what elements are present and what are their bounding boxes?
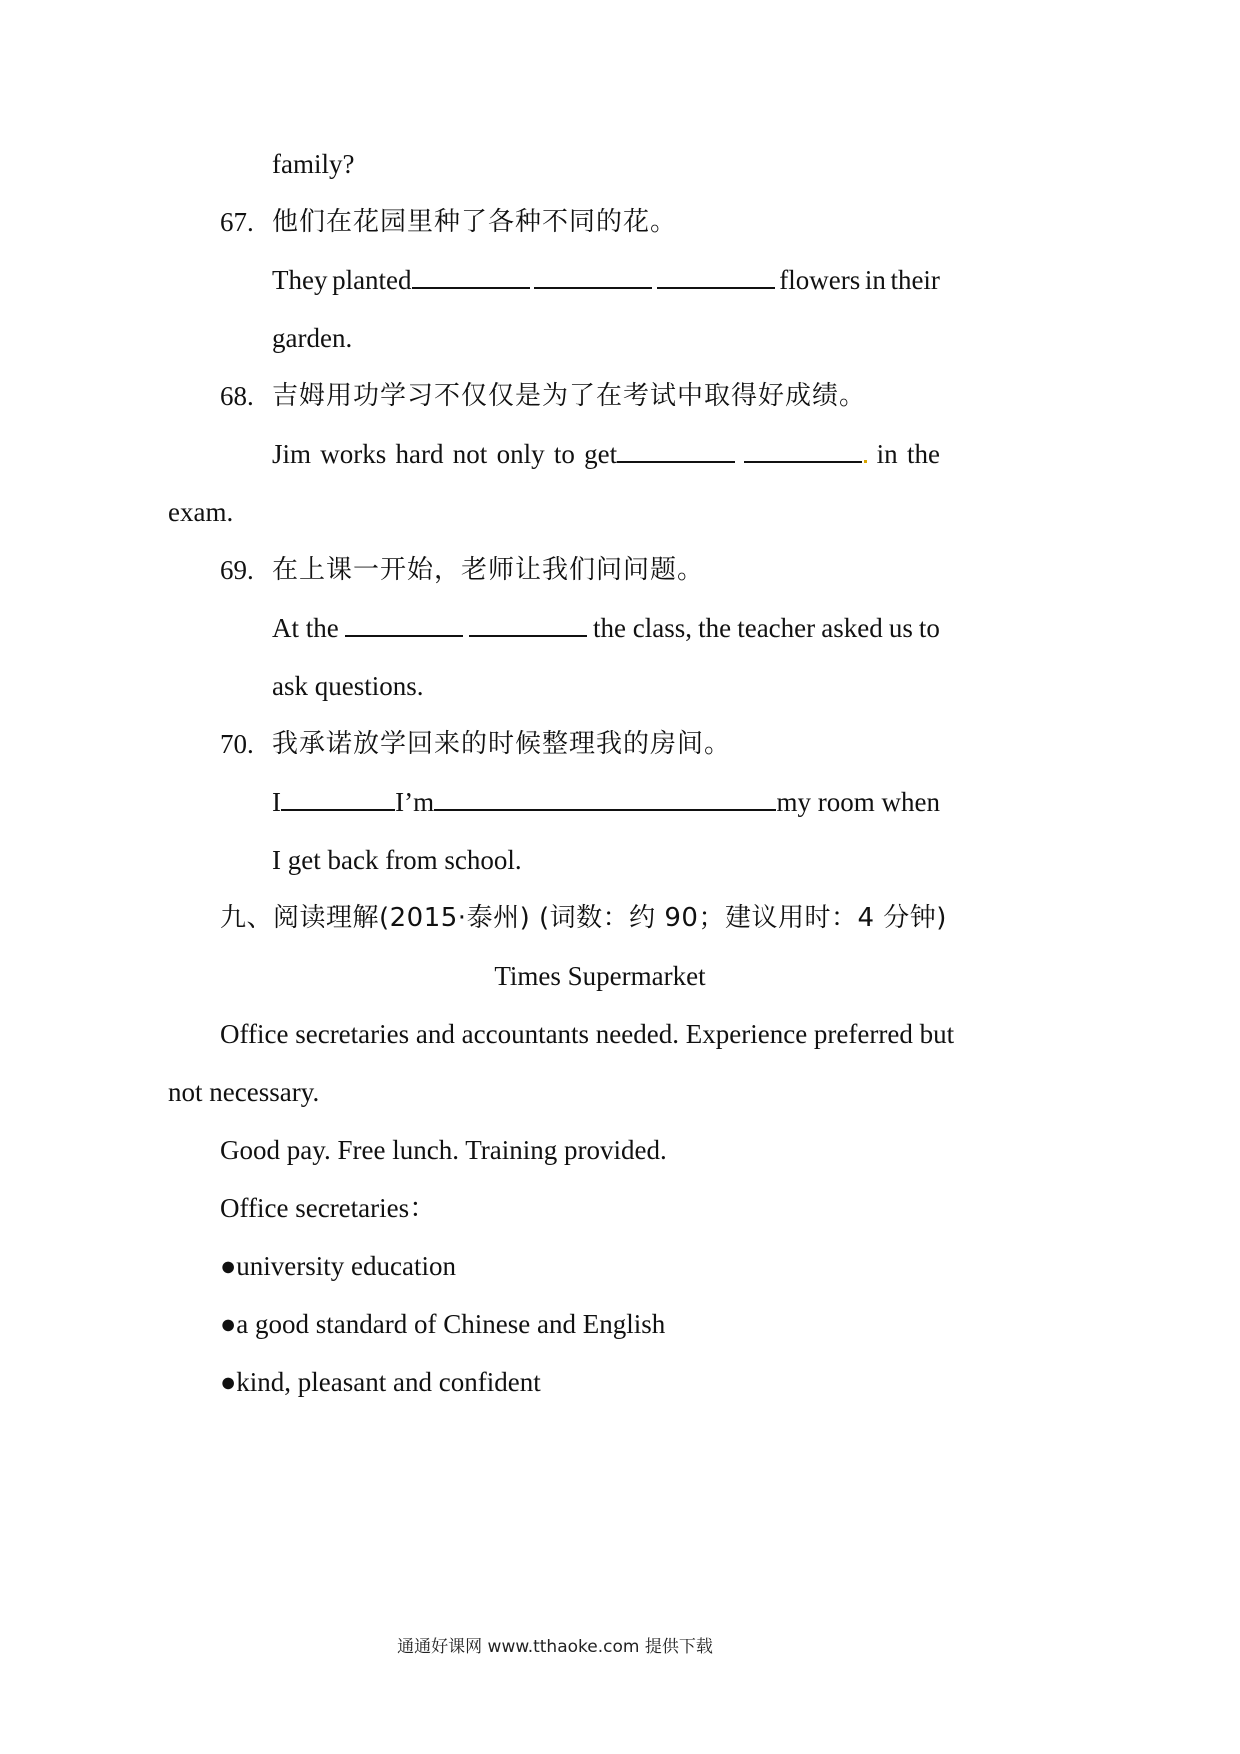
- q69-word: us: [888, 613, 913, 643]
- q69-chinese: 在上课一开始，老师让我们问问题。: [272, 555, 705, 585]
- passage-line-4: Office secretaries：: [220, 1193, 437, 1223]
- q68-get-group: [584, 436, 735, 472]
- q66-continuation: family?: [272, 149, 355, 179]
- q69-word: teacher: [737, 613, 816, 643]
- bullet-item: ●kind, pleasant and confident: [220, 1367, 541, 1397]
- q70-chinese: 我承诺放学回来的时候整理我的房间。: [272, 729, 732, 759]
- q67-planted-group: [332, 262, 529, 298]
- q68-blank2-group: [744, 436, 867, 472]
- q67-english-line: [272, 262, 940, 298]
- q70-blank-2[interactable]: [434, 787, 548, 811]
- q70-word-im: I’m: [395, 787, 435, 817]
- q69-the-class: the class,: [593, 613, 693, 643]
- q68-word-the: the: [906, 439, 940, 469]
- q67-word-they: They: [272, 265, 328, 295]
- q69-english-line: [272, 610, 940, 646]
- q68-english-end: exam.: [168, 497, 234, 527]
- page-footer: 通通好课网 www.tthaoke.com 提供下载: [397, 1637, 713, 1657]
- q69-word: asked: [821, 613, 883, 643]
- q68-word-get: get: [584, 439, 618, 469]
- q68-english-line: [272, 436, 940, 472]
- q70-english-line: [272, 784, 940, 820]
- q70-word-i: I: [272, 787, 281, 817]
- q68-number: 68.: [220, 381, 254, 411]
- q69-english-end: ask questions.: [272, 671, 424, 701]
- q67-word-their: their: [890, 265, 940, 295]
- q69-blank-2[interactable]: [469, 613, 587, 637]
- bullet-item: ●a good standard of Chinese and English: [220, 1309, 666, 1339]
- section-heading: 九、阅读理解(2015·泰州) (词数：约 90；建议用时：4 分钟): [220, 903, 947, 933]
- q70-blank-4[interactable]: [662, 787, 776, 811]
- q70-blank-3[interactable]: [548, 787, 662, 811]
- q69-word: the: [698, 613, 732, 643]
- q68-word: works: [320, 439, 387, 469]
- bullet-item: ●university education: [220, 1251, 456, 1281]
- q68-word: hard: [395, 439, 444, 469]
- q68-word: Jim: [272, 439, 312, 469]
- q70-english-end: I get back from school.: [272, 845, 522, 875]
- passage-line-1: Office secretaries and accountants needed. Experience preferred but: [220, 1019, 955, 1049]
- q68-blank-2[interactable]: [744, 439, 862, 463]
- q69-number: 69.: [220, 555, 254, 585]
- passage-title: Times Supermarket: [494, 961, 706, 991]
- q67-blank-1[interactable]: [412, 265, 530, 289]
- q69-blank-1[interactable]: [345, 613, 463, 637]
- q70-number: 70.: [220, 729, 254, 759]
- q69-word: to: [918, 613, 940, 643]
- q67-chinese: 他们在花园里种了各种不同的花。: [272, 207, 678, 237]
- q68-dot-mark: [864, 460, 867, 463]
- q70-blank-1[interactable]: [281, 787, 395, 811]
- q70-my-room: my room when: [776, 787, 940, 817]
- q67-word-planted: planted: [332, 265, 412, 295]
- q68-blank-1[interactable]: [617, 439, 735, 463]
- passage-line-2: not necessary.: [168, 1077, 320, 1107]
- q68-word: to: [553, 439, 575, 469]
- q69-at-the: At the: [272, 613, 339, 643]
- q67-blank-3[interactable]: [657, 265, 775, 289]
- q68-word-in: in: [876, 439, 898, 469]
- q67-blank-2[interactable]: [534, 265, 652, 289]
- q67-english-end: garden.: [272, 323, 353, 353]
- q68-chinese: 吉姆用功学习不仅仅是为了在考试中取得好成绩。: [272, 381, 867, 411]
- q67-word-in: in: [864, 265, 886, 295]
- passage-line-3: Good pay. Free lunch. Training provided.: [220, 1135, 667, 1165]
- q67-word-flowers: flowers: [779, 265, 861, 295]
- q68-word: only: [496, 439, 545, 469]
- q68-word: not: [452, 439, 488, 469]
- q67-number: 67.: [220, 207, 254, 237]
